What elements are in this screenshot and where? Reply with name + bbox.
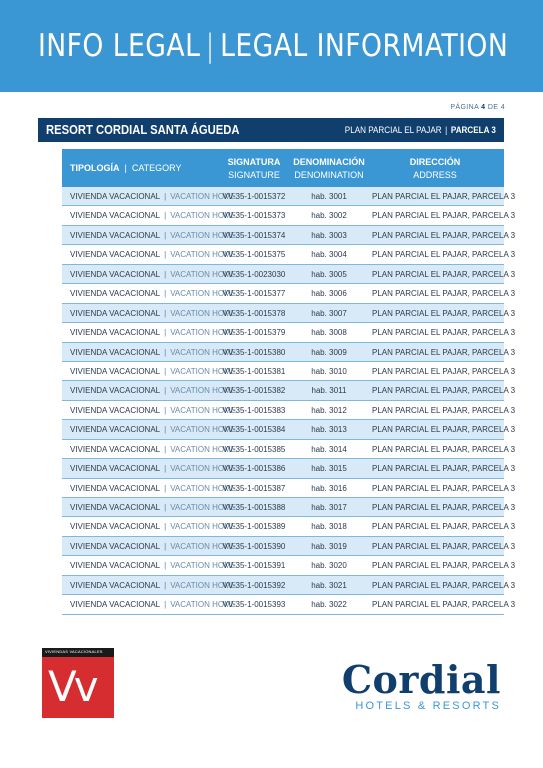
cell-category-es: VIVIENDA VACACIONAL (70, 522, 161, 532)
cell-category-sep: | (164, 366, 167, 376)
cell-category (70, 309, 236, 318)
cell-signature: VV-35-1-0015384 (222, 425, 286, 435)
resort-plan: PLAN PARCIAL EL PAJAR (344, 125, 442, 135)
cell-denomination: hab. 3019 (311, 541, 347, 551)
cell-category-es: VIVIENDA VACACIONAL (70, 289, 161, 299)
cell-denomination: hab. 3017 (311, 503, 347, 512)
cell-category (70, 211, 236, 220)
cell-category-en: VACATION HOME (170, 503, 237, 512)
cell-category-sep: | (164, 230, 167, 240)
cell-address: PLAN PARCIAL EL PAJAR, PARCELA 3 (372, 347, 516, 357)
header-signature-es: SIGNATURA (227, 157, 281, 167)
cell-denomination: hab. 3016 (311, 483, 347, 493)
cell-signature: VV-35-1-0015383 (222, 405, 286, 415)
cell-address: PLAN PARCIAL EL PAJAR, PARCELA 3 (372, 464, 516, 474)
vv-logo-letters: Vv (48, 662, 96, 711)
resort-bar (38, 118, 504, 142)
cell-address: PLAN PARCIAL EL PAJAR, PARCELA 3 (372, 269, 516, 279)
cell-category-en: VACATION HOME (170, 522, 237, 532)
cell-category (70, 270, 236, 279)
page-label: PÁGINA (450, 104, 479, 111)
cell-category-es: VIVIENDA VACACIONAL (70, 366, 161, 376)
cell-category-en: VACATION HOME (170, 192, 237, 201)
page-of: DE (487, 104, 499, 111)
cell-category-es: VIVIENDA VACACIONAL (70, 580, 161, 590)
cell-signature: VV-35-1-0015391 (222, 561, 286, 571)
cell-category-en: VACATION HOME (170, 425, 237, 435)
cell-category-sep: | (164, 425, 167, 435)
cell-signature: VV-35-1-0015390 (222, 541, 286, 551)
header-signature-en: SIGNATURE (228, 170, 280, 180)
cell-category-en: VACATION HOME (170, 230, 237, 240)
table-row (62, 304, 516, 323)
cell-category-es: VIVIENDA VACACIONAL (70, 503, 161, 512)
header-category-en: CATEGORY (131, 163, 182, 173)
cell-category-en: VACATION HOME (170, 308, 237, 318)
cell-category-en: VACATION HOME (170, 211, 237, 221)
header-address (368, 156, 502, 182)
cell-category-sep: | (164, 483, 167, 493)
cell-denomination: hab. 3008 (311, 328, 347, 338)
cell-category-en: VACATION HOME (170, 328, 237, 338)
page-number (450, 104, 505, 111)
cell-address: PLAN PARCIAL EL PAJAR, PARCELA 3 (372, 425, 516, 435)
cell-denomination: hab. 3003 (311, 230, 347, 240)
table-row (62, 556, 516, 575)
cell-signature: VV-35-1-0023030 (222, 269, 286, 279)
cell-category-sep: | (164, 308, 167, 318)
resort-location (345, 125, 496, 135)
cell-signature: VV-35-1-0015393 (222, 600, 286, 610)
cell-category-sep: | (164, 444, 167, 454)
resort-separator: | (445, 125, 448, 135)
cell-category (70, 386, 236, 395)
cell-category-en: VACATION HOME (170, 347, 237, 357)
table-row (62, 459, 516, 478)
cell-category-sep: | (164, 347, 167, 357)
cell-address: PLAN PARCIAL EL PAJAR, PARCELA 3 (372, 289, 516, 299)
header-denomination-en: DENOMINATION (294, 170, 364, 180)
cell-signature: VV-35-1-0015388 (222, 503, 286, 512)
cell-category-sep: | (164, 541, 167, 551)
cell-denomination: hab. 3011 (311, 386, 347, 396)
header-category-es: TIPOLOGÍA (70, 163, 120, 173)
cell-denomination: hab. 3010 (311, 366, 347, 376)
cell-denomination: hab. 3005 (311, 269, 347, 279)
cell-address: PLAN PARCIAL EL PAJAR, PARCELA 3 (372, 386, 516, 396)
table-row (62, 440, 516, 459)
cell-category-en: VACATION HOME (170, 483, 237, 493)
cell-signature: VV-35-1-0015380 (222, 347, 286, 357)
cell-address: PLAN PARCIAL EL PAJAR, PARCELA 3 (372, 483, 516, 493)
table-row (62, 595, 516, 614)
cell-address: PLAN PARCIAL EL PAJAR, PARCELA 3 (372, 250, 516, 260)
cell-category-en: VACATION HOME (170, 269, 237, 279)
cell-category-sep: | (164, 289, 167, 299)
header-category-sep: | (124, 163, 127, 173)
cell-category-en: VACATION HOME (170, 405, 237, 415)
cell-category (70, 425, 236, 434)
table-row (62, 362, 516, 381)
header-denomination (290, 156, 368, 182)
brand-subtitle: HOTELS & RESORTS (355, 700, 501, 712)
table-body (62, 187, 516, 615)
cell-address: PLAN PARCIAL EL PAJAR, PARCELA 3 (372, 405, 516, 415)
cell-category (70, 522, 236, 531)
table-row (62, 206, 516, 225)
vv-logo (42, 648, 114, 718)
cell-signature: VV-35-1-0015375 (222, 250, 286, 260)
cell-category-sep: | (164, 250, 167, 260)
cell-category-en: VACATION HOME (170, 366, 237, 376)
cell-category-es: VIVIENDA VACACIONAL (70, 269, 161, 279)
cell-denomination: hab. 3009 (311, 347, 347, 357)
cell-address: PLAN PARCIAL EL PAJAR, PARCELA 3 (372, 308, 516, 318)
cell-category-es: VIVIENDA VACACIONAL (70, 386, 161, 396)
header-category (70, 163, 182, 173)
cell-category-sep: | (164, 464, 167, 474)
table-row (62, 517, 516, 536)
title-english: LEGAL INFORMATION (220, 28, 509, 64)
table-row (62, 245, 516, 264)
cell-address: PLAN PARCIAL EL PAJAR, PARCELA 3 (372, 541, 516, 551)
cell-address: PLAN PARCIAL EL PAJAR, PARCELA 3 (372, 211, 516, 221)
cell-address: PLAN PARCIAL EL PAJAR, PARCELA 3 (372, 328, 516, 338)
cell-category-en: VACATION HOME (170, 386, 237, 396)
cell-address: PLAN PARCIAL EL PAJAR, PARCELA 3 (372, 230, 516, 240)
resort-parcel: PARCELA 3 (450, 125, 496, 135)
cell-denomination: hab. 3014 (311, 444, 347, 454)
cell-denomination: hab. 3001 (311, 192, 347, 201)
resort-name: RESORT CORDIAL SANTA ÁGUEDA (46, 123, 240, 137)
cell-denomination: hab. 3015 (311, 464, 347, 474)
page-current: 4 (481, 104, 486, 111)
cell-category-es: VIVIENDA VACACIONAL (70, 444, 161, 454)
header-denomination-es: DENOMINACIÓN (293, 157, 365, 167)
cell-category-en: VACATION HOME (170, 541, 237, 551)
cell-address: PLAN PARCIAL EL PAJAR, PARCELA 3 (372, 192, 516, 201)
cell-category-sep: | (164, 192, 167, 201)
cell-category (70, 328, 236, 337)
cell-denomination: hab. 3006 (311, 289, 347, 299)
cell-category-sep: | (164, 600, 167, 610)
cell-signature: VV-35-1-0015392 (222, 580, 286, 590)
cell-denomination: hab. 3021 (311, 580, 347, 590)
cell-category-sep: | (164, 580, 167, 590)
table-row (62, 284, 516, 303)
cell-signature: VV-35-1-0015378 (222, 308, 286, 318)
cell-signature: VV-35-1-0015373 (222, 211, 286, 221)
cell-category-es: VIVIENDA VACACIONAL (70, 211, 161, 221)
cell-category (70, 289, 236, 298)
cell-signature: VV-35-1-0015377 (222, 289, 286, 299)
cell-address: PLAN PARCIAL EL PAJAR, PARCELA 3 (372, 561, 516, 571)
cell-signature: VV-35-1-0015389 (222, 522, 286, 532)
cell-denomination: hab. 3020 (311, 561, 347, 571)
page-title (38, 28, 508, 64)
cell-denomination: hab. 3022 (311, 600, 347, 610)
table-row (62, 576, 516, 595)
cell-category-es: VIVIENDA VACACIONAL (70, 600, 161, 610)
table-row (62, 187, 516, 206)
table-row (62, 265, 516, 284)
cell-signature: VV-35-1-0015382 (222, 386, 286, 396)
cell-address: PLAN PARCIAL EL PAJAR, PARCELA 3 (372, 600, 516, 610)
cell-category-es: VIVIENDA VACACIONAL (70, 425, 161, 435)
header-signature (220, 156, 288, 182)
cell-category-es: VIVIENDA VACACIONAL (70, 541, 161, 551)
cell-category-sep: | (164, 503, 167, 512)
cell-category-en: VACATION HOME (170, 561, 237, 571)
cell-address: PLAN PARCIAL EL PAJAR, PARCELA 3 (372, 444, 516, 454)
cell-category (70, 484, 236, 493)
cell-category (70, 192, 236, 201)
vv-logo-strip (42, 648, 114, 657)
cell-signature: VV-35-1-0015379 (222, 328, 286, 338)
cell-category (70, 367, 236, 376)
cell-category (70, 348, 236, 357)
cell-category-en: VACATION HOME (170, 464, 237, 474)
cell-signature: VV-35-1-0015372 (222, 192, 286, 201)
cell-category-en: VACATION HOME (170, 600, 237, 610)
cell-category-sep: | (164, 405, 167, 415)
cell-address: PLAN PARCIAL EL PAJAR, PARCELA 3 (372, 580, 516, 590)
cell-category (70, 464, 236, 473)
cordial-logo (341, 657, 501, 712)
table-row (62, 343, 516, 362)
cell-category-sep: | (164, 211, 167, 221)
cell-category-sep: | (164, 522, 167, 532)
table-row (62, 537, 516, 556)
cell-category (70, 250, 236, 259)
cell-signature: VV-35-1-0015381 (222, 366, 286, 376)
cell-category-sep: | (164, 269, 167, 279)
table-row (62, 226, 516, 245)
cell-signature: VV-35-1-0015385 (222, 444, 286, 454)
table-row (62, 401, 516, 420)
header-address-en: ADDRESS (413, 170, 457, 180)
cell-category-es: VIVIENDA VACACIONAL (70, 308, 161, 318)
cell-denomination: hab. 3004 (311, 250, 347, 260)
cell-signature: VV-35-1-0015387 (222, 483, 286, 493)
cell-signature: VV-35-1-0015374 (222, 230, 286, 240)
cell-category (70, 542, 236, 551)
cell-category-es: VIVIENDA VACACIONAL (70, 405, 161, 415)
cell-category-es: VIVIENDA VACACIONAL (70, 347, 161, 357)
table-header (62, 149, 504, 187)
cell-category-es: VIVIENDA VACACIONAL (70, 561, 161, 571)
table-row (62, 498, 516, 517)
cell-category (70, 561, 236, 570)
cell-category (70, 231, 236, 240)
table-row (62, 420, 516, 439)
cell-denomination: hab. 3002 (311, 211, 347, 221)
cell-category-en: VACATION HOME (170, 289, 237, 299)
cell-category-en: VACATION HOME (170, 580, 237, 590)
page-total: 4 (500, 104, 505, 111)
cell-denomination: hab. 3012 (311, 405, 347, 415)
cell-category (70, 581, 236, 590)
legal-table (62, 149, 516, 615)
cell-category (70, 503, 236, 512)
cell-category-en: VACATION HOME (170, 444, 237, 454)
cell-address: PLAN PARCIAL EL PAJAR, PARCELA 3 (372, 522, 516, 532)
cell-category (70, 406, 236, 415)
cell-category-sep: | (164, 386, 167, 396)
cell-signature: VV-35-1-0015386 (222, 464, 286, 474)
cell-category (70, 445, 236, 454)
cell-category-en: VACATION HOME (170, 250, 237, 260)
cell-category-es: VIVIENDA VACACIONAL (70, 230, 161, 240)
cell-category-es: VIVIENDA VACACIONAL (70, 483, 161, 493)
table-row (62, 479, 516, 498)
header-address-es: DIRECCIÓN (409, 157, 461, 167)
cell-category-es: VIVIENDA VACACIONAL (70, 328, 161, 338)
cell-address: PLAN PARCIAL EL PAJAR, PARCELA 3 (372, 366, 516, 376)
title-spanish: INFO LEGAL (38, 28, 201, 64)
cell-category (70, 600, 236, 609)
cell-category-sep: | (164, 328, 167, 338)
cell-category-sep: | (164, 561, 167, 571)
cell-category-es: VIVIENDA VACACIONAL (70, 192, 161, 201)
vv-logo-caption: VIVIENDAS VACACIONALES (45, 649, 103, 654)
cell-address: PLAN PARCIAL EL PAJAR, PARCELA 3 (372, 503, 516, 512)
title-separator: | (205, 28, 215, 64)
header-banner (0, 0, 543, 92)
brand-name: Cordial (341, 657, 501, 702)
table-row (62, 323, 516, 342)
cell-denomination: hab. 3018 (311, 522, 347, 532)
cell-denomination: hab. 3007 (311, 308, 347, 318)
cell-category-es: VIVIENDA VACACIONAL (70, 250, 161, 260)
table-row (62, 381, 516, 400)
cell-denomination: hab. 3013 (311, 425, 347, 435)
cell-category-es: VIVIENDA VACACIONAL (70, 464, 161, 474)
